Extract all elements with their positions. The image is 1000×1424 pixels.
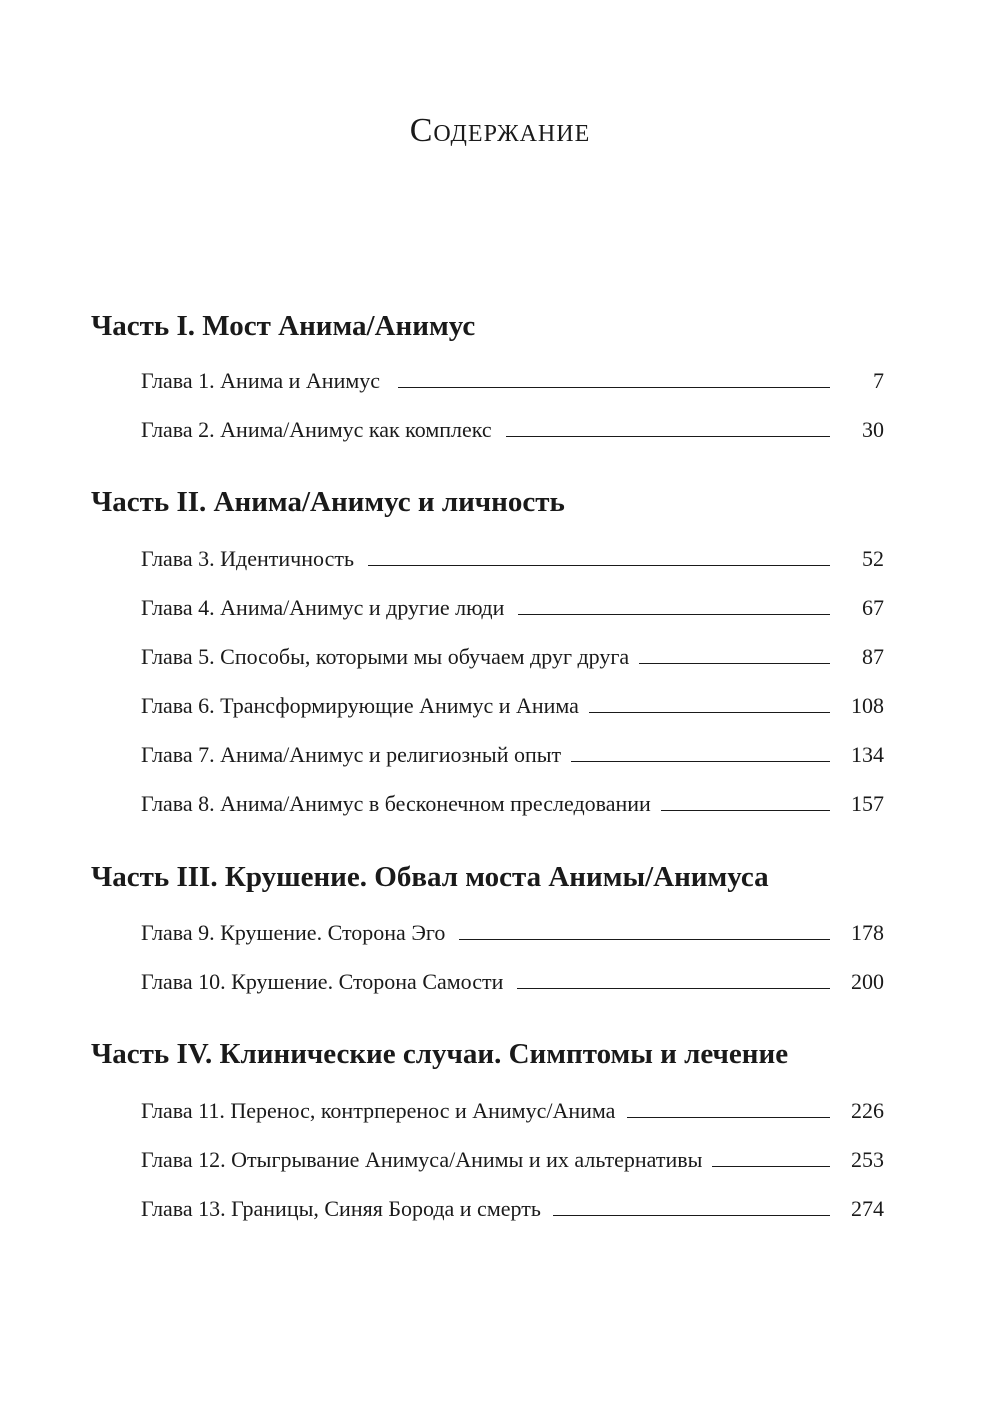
toc-entry[interactable]: [141, 360, 884, 394]
page-number: 7: [873, 368, 884, 393]
chapter-title: Глава 10. Крушение. Сторона Самости: [141, 969, 504, 994]
leader-line: [368, 564, 830, 566]
toc-entry[interactable]: [141, 538, 884, 572]
part-heading: Часть III. Крушение. Обвал моста Анимы/Анимуса: [91, 861, 769, 893]
leader-line: [712, 1165, 830, 1167]
chapter-title: Глава 1. Анима и Анимус: [141, 368, 381, 393]
leader-line: [571, 760, 830, 762]
page-number: 108: [851, 693, 884, 718]
leader-line: [661, 809, 830, 811]
toc-entry[interactable]: [141, 1090, 884, 1124]
leader-line: [627, 1116, 830, 1118]
chapter-title: Глава 5. Способы, которыми мы обучаем друг друга: [141, 644, 630, 669]
toc-entry[interactable]: [141, 1188, 884, 1222]
leader-line: [589, 711, 830, 713]
toc-entry[interactable]: [141, 734, 884, 768]
leader-line: [398, 386, 830, 388]
chapter-title: Глава 3. Идентичность: [141, 546, 354, 571]
page-number: 253: [851, 1147, 884, 1172]
toc-entry[interactable]: [141, 783, 884, 817]
toc-entry[interactable]: [141, 409, 884, 443]
page-number: 200: [851, 969, 884, 994]
part-heading: Часть IV. Клинические случаи. Симптомы и лечение: [91, 1038, 789, 1070]
page-number: 67: [862, 595, 884, 620]
leader-line: [518, 613, 830, 615]
page-number: 226: [851, 1098, 884, 1123]
toc-entry[interactable]: [141, 961, 884, 995]
page-number: 134: [851, 742, 884, 767]
toc-entry[interactable]: [141, 587, 884, 621]
toc-entry[interactable]: [141, 685, 884, 719]
leader-line: [553, 1214, 830, 1216]
chapter-title: Глава 7. Анима/Анимус и религиозный опыт: [141, 742, 562, 767]
page-number: 157: [851, 791, 884, 816]
leader-line: [459, 938, 830, 940]
page-title: Содержание: [409, 112, 591, 149]
page-number: 178: [851, 920, 884, 945]
page-number: 274: [851, 1196, 884, 1221]
leader-line: [639, 662, 830, 664]
toc-entry[interactable]: [141, 1139, 884, 1173]
toc-entry[interactable]: [141, 912, 884, 946]
leader-line: [517, 987, 830, 989]
chapter-title: Глава 13. Границы, Синяя Борода и смерть: [141, 1196, 541, 1221]
chapter-title: Глава 9. Крушение. Сторона Эго: [141, 920, 446, 945]
chapter-title: Глава 11. Перенос, контрперенос и Анимус/Анима: [141, 1098, 616, 1123]
chapter-title: Глава 4. Анима/Анимус и другие люди: [141, 595, 505, 620]
chapter-title: Глава 12. Отыгрывание Анимуса/Анимы и их альтернативы: [141, 1147, 703, 1172]
page-number: 87: [862, 644, 884, 669]
toc-entry[interactable]: [141, 636, 884, 670]
chapter-title: Глава 6. Трансформирующие Анимус и Анима: [141, 693, 579, 718]
chapter-title: Глава 2. Анима/Анимус как комплекс: [141, 417, 492, 442]
part-heading: Часть I. Мост Анима/Анимус: [91, 310, 476, 342]
part-heading: Часть II. Анима/Анимус и личность: [91, 486, 565, 518]
chapter-title: Глава 8. Анима/Анимус в бесконечном преследовании: [141, 791, 651, 816]
page-number: 30: [862, 417, 884, 442]
page-number: 52: [862, 546, 884, 571]
leader-line: [506, 435, 830, 437]
